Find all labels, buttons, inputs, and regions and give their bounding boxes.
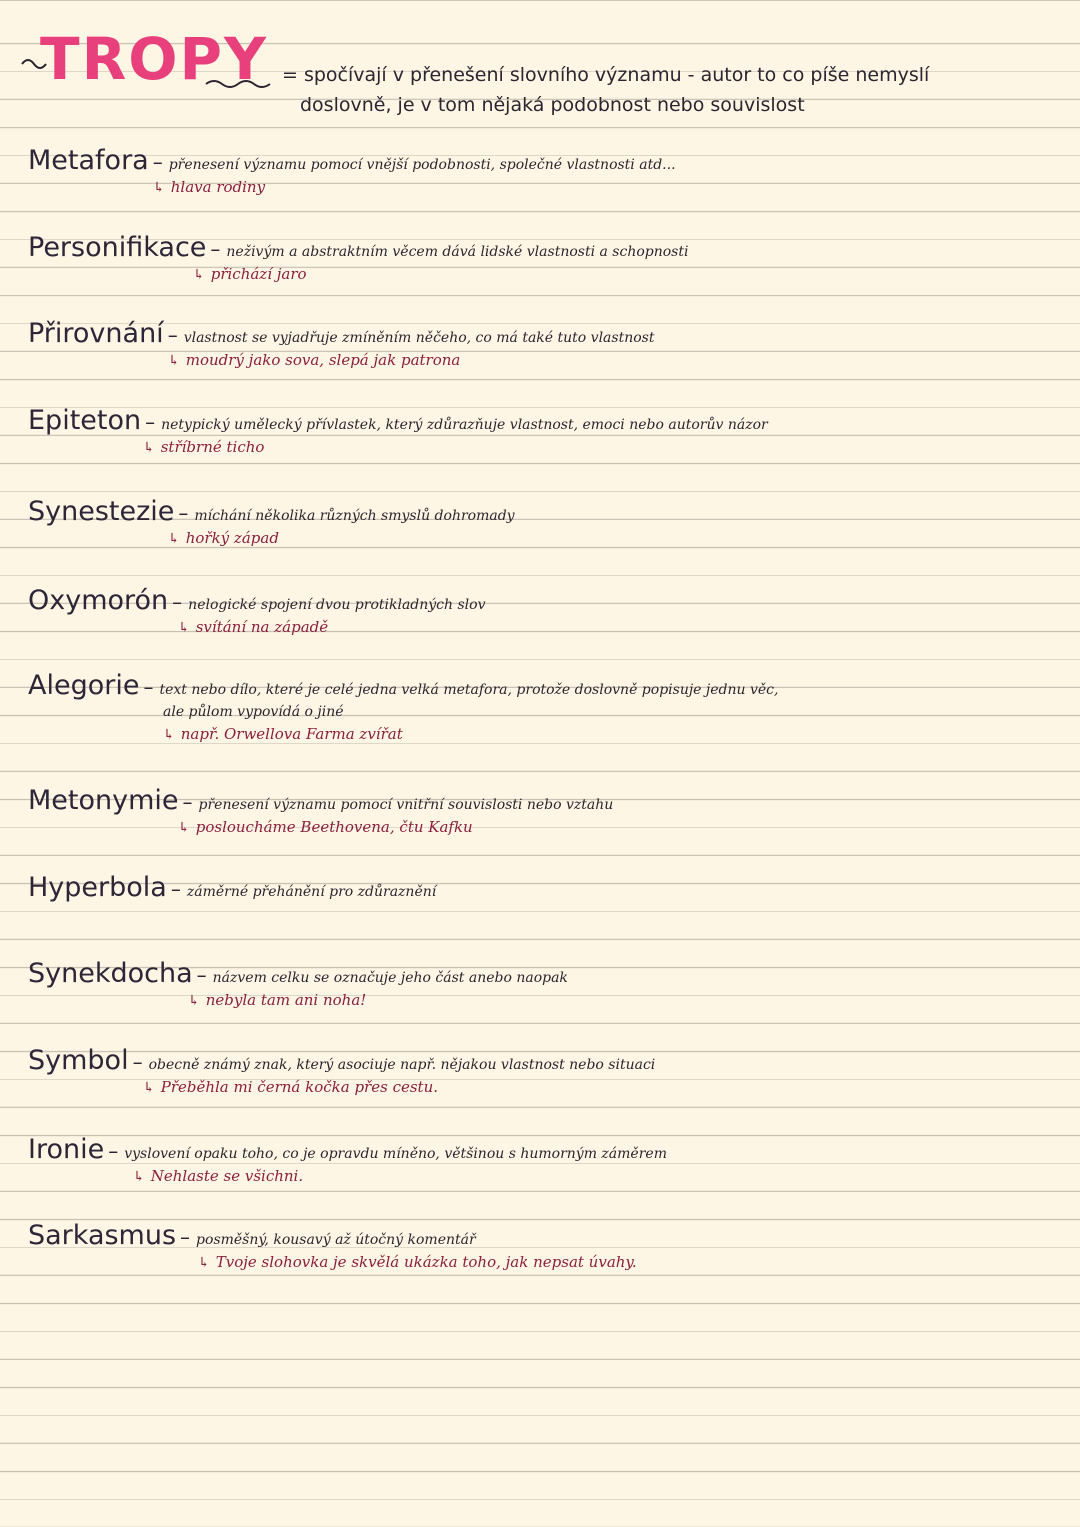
return-arrow-icon: ↳ bbox=[198, 1255, 210, 1271]
term-definition: posměšný, kousavý až útočný komentář bbox=[196, 1232, 476, 1248]
entry-personifikace bbox=[28, 232, 1058, 286]
example-text: Nehlaste se všichni. bbox=[150, 1167, 304, 1185]
example-text: Přeběhla mi černá kočka přes cestu. bbox=[160, 1078, 438, 1096]
example-text: posloucháme Beethovena, čtu Kafku bbox=[195, 818, 473, 836]
term-line bbox=[28, 670, 1058, 701]
term-example bbox=[28, 1076, 1058, 1099]
term-definition: obecně známý znak, který asociuje např. nějakou vlastnost nebo situaci bbox=[148, 1057, 656, 1073]
term-line bbox=[28, 958, 1058, 989]
term-name: Přirovnání bbox=[28, 318, 164, 349]
example-text: hořký západ bbox=[185, 529, 279, 547]
term-definition: přenesení významu pomocí vnitřní souvislosti nebo vztahu bbox=[198, 797, 614, 813]
term-definition: neživým a abstraktním věcem dává lidské vlastnosti a schopnosti bbox=[226, 244, 689, 260]
entry-ironie bbox=[28, 1134, 1058, 1188]
term-name: Hyperbola bbox=[28, 872, 167, 903]
term-definition: netypický umělecký přívlastek, který zdůrazňuje vlastnost, emoci nebo autorův názor bbox=[161, 417, 768, 433]
dash: – bbox=[196, 963, 207, 987]
term-line bbox=[28, 1045, 1058, 1076]
example-text: hlava rodiny bbox=[170, 178, 266, 196]
entry-metafora bbox=[28, 145, 1058, 199]
entry-synestezie bbox=[28, 496, 1058, 550]
dash: – bbox=[152, 150, 163, 174]
intro-line-2: doslovně, je v tom nějaká podobnost nebo souvislost bbox=[300, 94, 805, 116]
return-arrow-icon: ↳ bbox=[178, 620, 190, 636]
term-example bbox=[28, 263, 1058, 286]
term-line bbox=[28, 1134, 1058, 1165]
term-line bbox=[28, 145, 1058, 176]
term-example bbox=[28, 349, 1058, 372]
term-name: Epiteton bbox=[28, 405, 142, 436]
return-arrow-icon: ↳ bbox=[143, 440, 155, 456]
term-definition: míchání několika různých smyslů dohromady bbox=[194, 508, 515, 524]
term-example bbox=[28, 527, 1058, 550]
term-example bbox=[28, 989, 1058, 1012]
example-text: moudrý jako sova, slepá jak patrona bbox=[185, 351, 461, 369]
dash: – bbox=[108, 1139, 119, 1163]
term-definition: přenesení významu pomocí vnější podobnosti, společné vlastnosti atd... bbox=[168, 157, 676, 173]
example-text: přichází jaro bbox=[210, 265, 307, 283]
dash: – bbox=[210, 237, 221, 261]
intro-definition bbox=[282, 60, 1062, 120]
example-text: stříbrné ticho bbox=[160, 438, 265, 456]
term-name: Metonymie bbox=[28, 785, 179, 816]
term-line bbox=[28, 496, 1058, 527]
dash: – bbox=[170, 877, 181, 901]
term-line bbox=[28, 872, 1058, 903]
page-title: TROPY bbox=[40, 25, 269, 93]
term-definition: text nebo dílo, které je celé jedna velká metafora, protože doslovně popisuje jednu věc, bbox=[159, 682, 779, 698]
term-line bbox=[28, 405, 1058, 436]
dash: – bbox=[172, 590, 183, 614]
entry-symbol bbox=[28, 1045, 1058, 1099]
term-line bbox=[28, 232, 1058, 263]
term-name: Synestezie bbox=[28, 496, 175, 527]
term-definition-continued: ale půlom vypovídá o jiné bbox=[163, 704, 344, 720]
example-text: svítání na západě bbox=[195, 618, 329, 636]
term-example bbox=[28, 436, 1058, 459]
return-arrow-icon: ↳ bbox=[153, 180, 165, 196]
return-arrow-icon: ↳ bbox=[168, 353, 180, 369]
term-name: Personifikace bbox=[28, 232, 207, 263]
term-example bbox=[28, 816, 1058, 839]
example-text: nebyla tam ani noha! bbox=[205, 991, 367, 1009]
term-name: Ironie bbox=[28, 1134, 105, 1165]
intro-line-1: = spočívají v přenešení slovního významu - autor to co píše nemyslí bbox=[282, 64, 930, 86]
example-text: Tvoje slohovka je skvělá ukázka toho, jak nepsat úvahy. bbox=[215, 1253, 637, 1271]
term-example bbox=[28, 176, 1058, 199]
term-definition: vlastnost se vyjadřuje zmíněním něčeho, co má také tuto vlastnost bbox=[183, 330, 655, 346]
term-name: Synekdocha bbox=[28, 958, 193, 989]
term-line bbox=[28, 318, 1058, 349]
term-name: Oxymorón bbox=[28, 585, 169, 616]
dash: – bbox=[167, 323, 178, 347]
term-example bbox=[28, 1165, 1058, 1188]
dash: – bbox=[182, 790, 193, 814]
dash: – bbox=[145, 410, 156, 434]
entry-sarkasmus bbox=[28, 1220, 1058, 1274]
return-arrow-icon: ↳ bbox=[143, 1080, 155, 1096]
entry-oxymoron bbox=[28, 585, 1058, 639]
dash: – bbox=[143, 675, 154, 699]
term-line bbox=[28, 785, 1058, 816]
entry-prirovnani bbox=[28, 318, 1058, 372]
term-line bbox=[28, 1220, 1058, 1251]
dash: – bbox=[180, 1225, 191, 1249]
term-name: Alegorie bbox=[28, 670, 140, 701]
term-example bbox=[28, 616, 1058, 639]
entry-metonymie bbox=[28, 785, 1058, 839]
term-definition: vyslovení opaku toho, co je opravdu míněno, většinou s humorným záměrem bbox=[124, 1146, 667, 1162]
term-name: Metafora bbox=[28, 145, 149, 176]
term-definition: názvem celku se označuje jeho část anebo naopak bbox=[212, 970, 568, 986]
term-definition: nelogické spojení dvou protikladných slov bbox=[188, 597, 486, 613]
return-arrow-icon: ↳ bbox=[193, 267, 205, 283]
term-example bbox=[28, 723, 1058, 746]
term-line bbox=[28, 585, 1058, 616]
return-arrow-icon: ↳ bbox=[168, 531, 180, 547]
entry-hyperbola bbox=[28, 872, 1058, 903]
dash: – bbox=[132, 1050, 143, 1074]
example-text: např. Orwellova Farma zvířat bbox=[180, 725, 403, 743]
return-arrow-icon: ↳ bbox=[133, 1169, 145, 1185]
return-arrow-icon: ↳ bbox=[163, 727, 175, 743]
dash: – bbox=[178, 501, 189, 525]
term-example bbox=[28, 1251, 1058, 1274]
return-arrow-icon: ↳ bbox=[188, 993, 200, 1009]
term-name: Symbol bbox=[28, 1045, 129, 1076]
term-name: Sarkasmus bbox=[28, 1220, 177, 1251]
title-block bbox=[18, 18, 278, 98]
entry-epiteton bbox=[28, 405, 1058, 459]
return-arrow-icon: ↳ bbox=[178, 820, 190, 836]
entry-alegorie bbox=[28, 670, 1058, 746]
term-definition: záměrné přehánění pro zdůraznění bbox=[186, 884, 437, 900]
entry-synekdocha bbox=[28, 958, 1058, 1012]
